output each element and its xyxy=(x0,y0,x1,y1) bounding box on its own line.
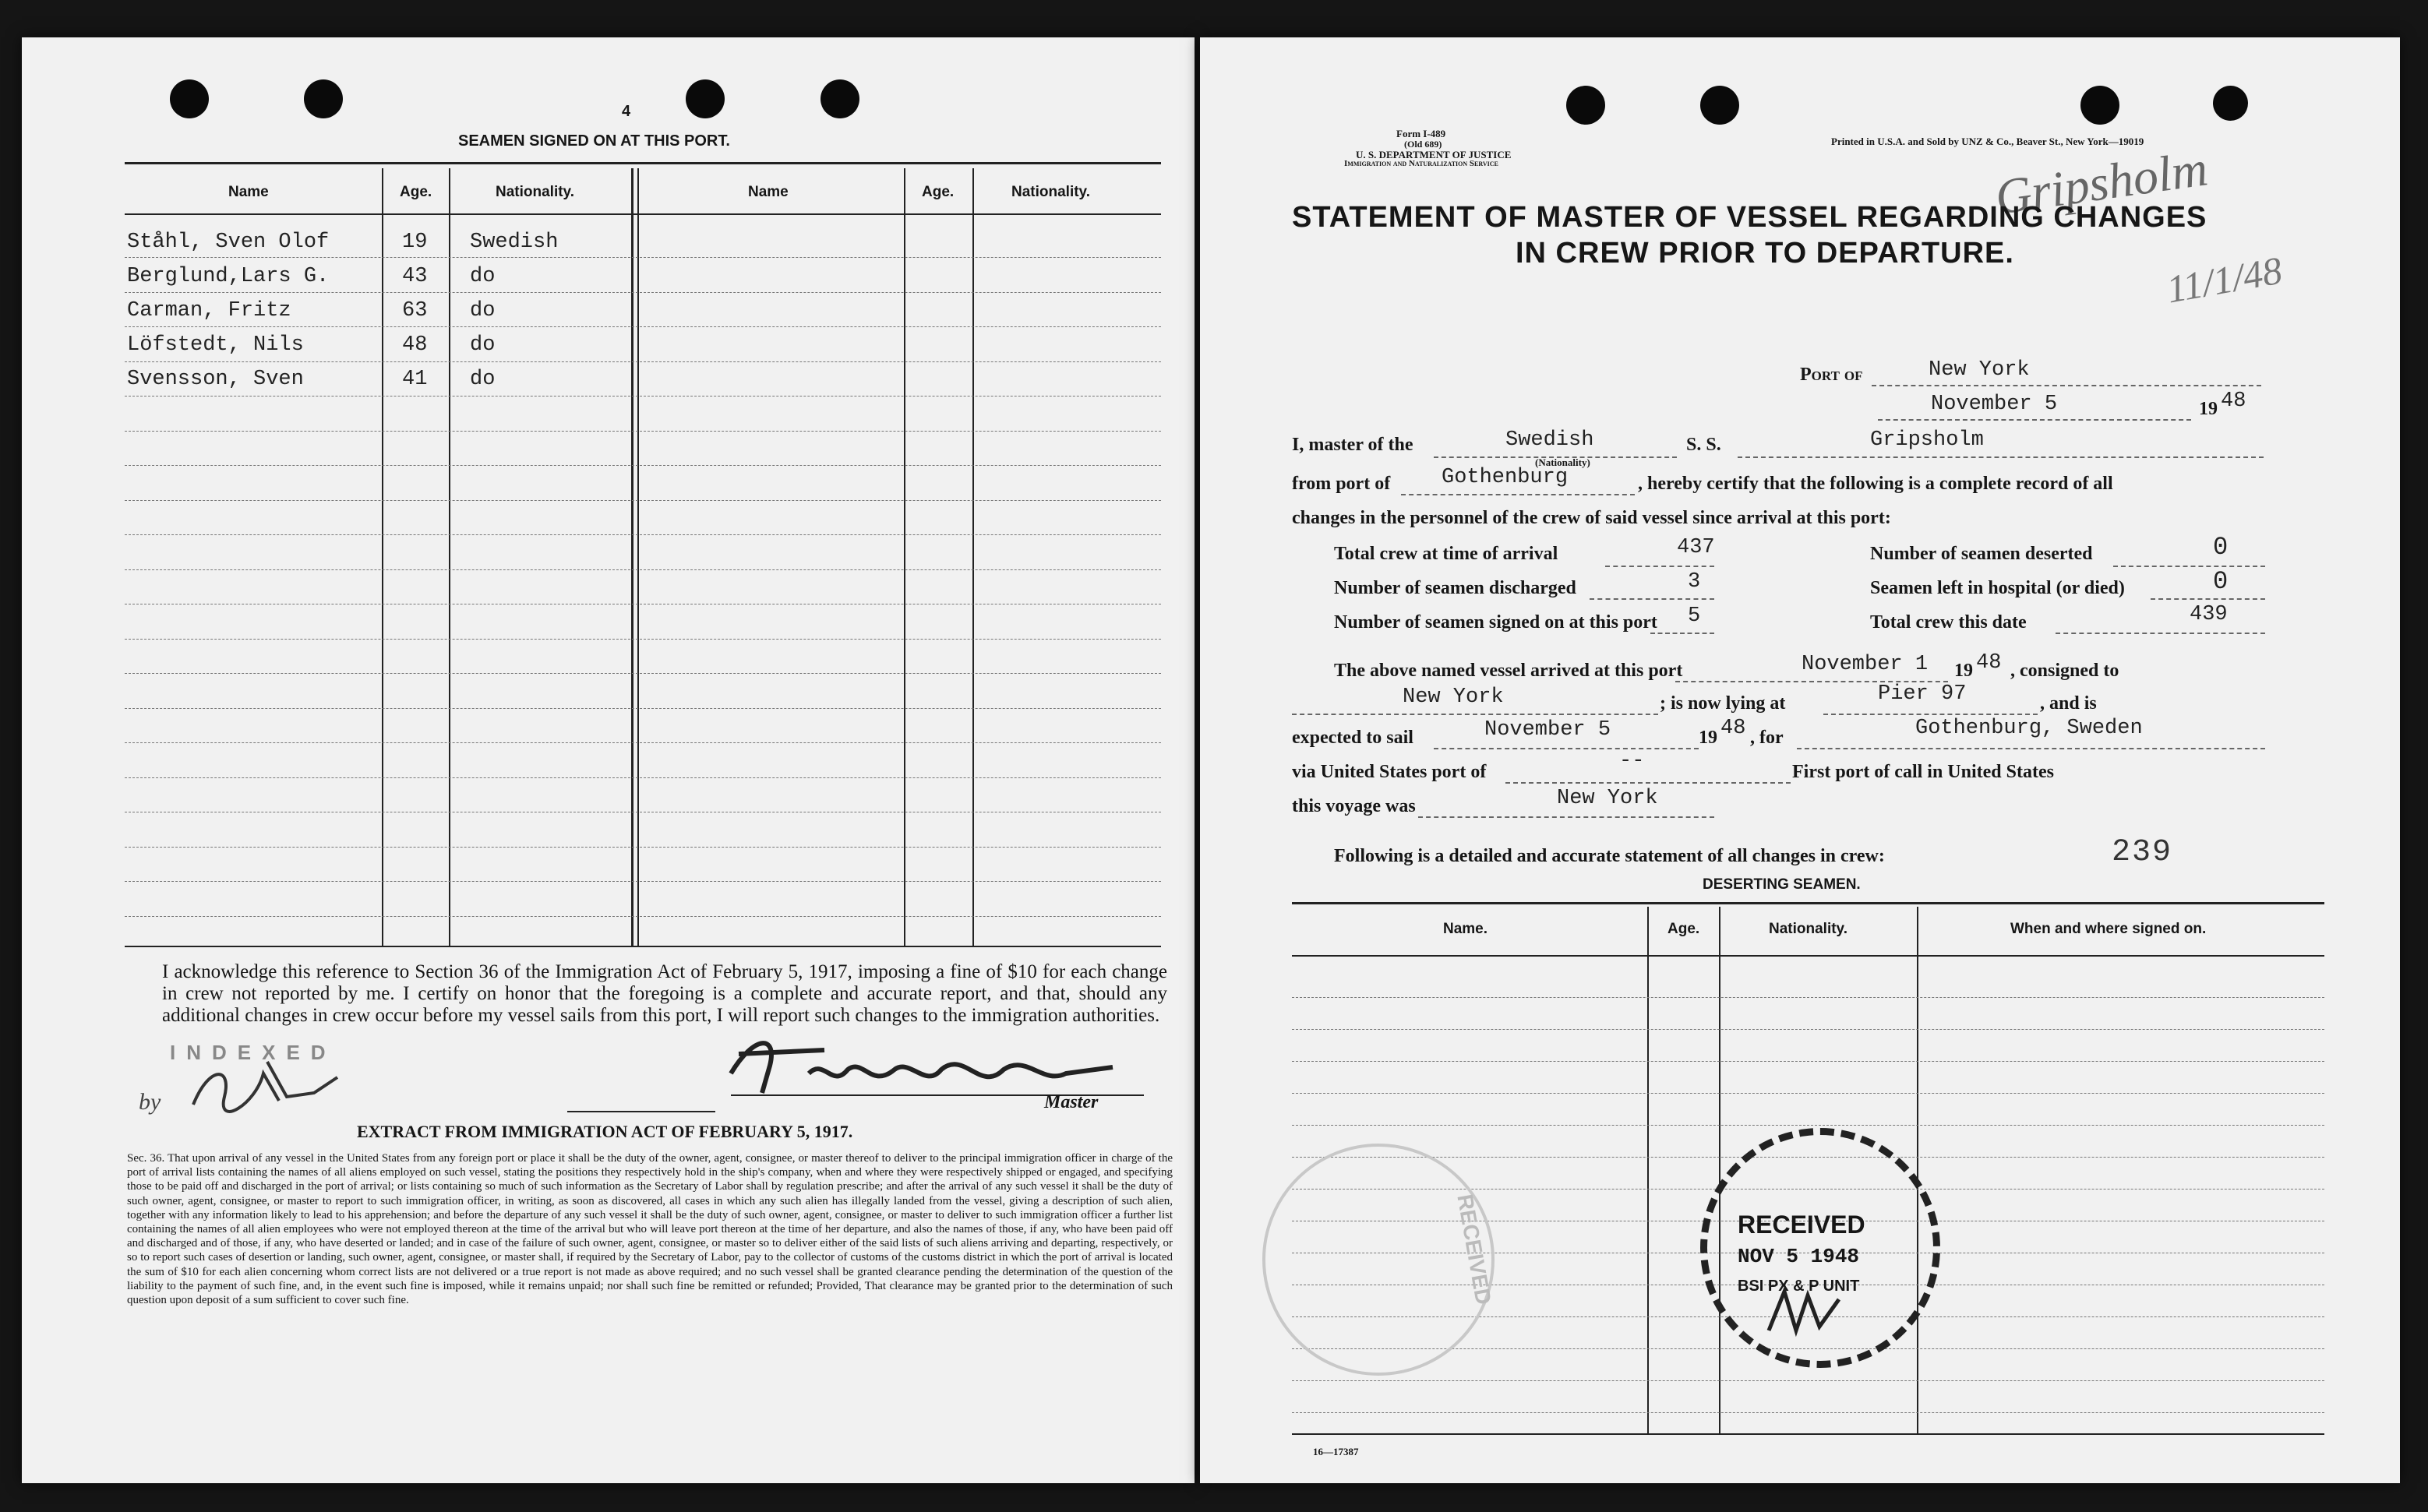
ship-line xyxy=(1738,456,2264,458)
department: U. S. DEPARTMENT OF JUSTICE xyxy=(1356,149,1512,160)
table-row-rule xyxy=(125,326,1161,327)
table-row-rule xyxy=(125,881,1161,882)
column-rule xyxy=(637,168,639,947)
stat-signed-on-value: 5 xyxy=(1688,604,1701,628)
stat-line xyxy=(1650,633,1714,634)
seaman-age: 19 xyxy=(402,231,428,254)
stat-discharged-label: Number of seamen discharged xyxy=(1334,578,1576,598)
punch-hole xyxy=(1700,86,1739,125)
column-rule xyxy=(1719,907,1720,1433)
column-rule xyxy=(904,168,905,947)
table-row-rule xyxy=(125,708,1161,709)
table-top-rule xyxy=(125,162,1161,164)
divider xyxy=(567,1111,715,1112)
year-prefix: 19 xyxy=(2199,399,2218,419)
received-stamp-word: RECEIVED xyxy=(1738,1211,1865,1239)
following-text: Following is a detailed and accurate statement of all changes in crew: xyxy=(1334,846,1885,866)
port-value: New York xyxy=(1929,358,2030,382)
changes-text: changes in the personnel of the crew of said vessel since arrival at this port: xyxy=(1292,508,1891,528)
table-row-rule xyxy=(125,431,1161,432)
sail-date-line xyxy=(1434,748,1699,749)
this-voyage-label: this voyage was xyxy=(1292,796,1416,816)
table-bottom-rule xyxy=(125,946,1161,947)
year-value: 48 xyxy=(2221,389,2246,413)
table-row-rule xyxy=(1292,1380,2324,1381)
extract-title: EXTRACT FROM IMMIGRATION ACT OF FEBRUARY 5, 1917. xyxy=(357,1122,853,1141)
date-value: November 5 xyxy=(1931,393,2058,416)
col-header-nationality: Nationality. xyxy=(496,184,574,200)
port-label: Port of xyxy=(1800,365,1863,385)
punch-hole xyxy=(304,79,343,118)
punch-hole xyxy=(2213,86,2248,121)
column-rule xyxy=(631,168,633,947)
master-label: Master xyxy=(1044,1092,1099,1112)
seaman-nationality: Swedish xyxy=(470,231,559,254)
stat-line xyxy=(1605,566,1714,567)
table-row-rule xyxy=(125,257,1161,258)
stat-line xyxy=(1590,598,1714,600)
arrived-year: 48 xyxy=(1976,651,2002,675)
consigned-label: , consigned to xyxy=(2010,661,2119,681)
ss-label: S. S. xyxy=(1686,435,1721,455)
service: Immigration and Naturalization Service xyxy=(1344,159,1498,168)
handwritten-date: 11/1/48 xyxy=(2163,248,2285,312)
for-label: , for xyxy=(1750,728,1784,748)
form-title-line1: STATEMENT OF MASTER OF VESSEL REGARDING CHANGES xyxy=(1292,201,2207,234)
left-page xyxy=(22,37,1195,1483)
seaman-name: Berglund,Lars G. xyxy=(127,265,330,288)
stamped-number: 239 xyxy=(2112,835,2173,870)
punch-hole xyxy=(2080,86,2119,125)
seaman-nationality: do xyxy=(470,368,496,391)
stat-signed-on-label: Number of seamen signed on at this port xyxy=(1334,612,1657,633)
stat-hospital-label: Seamen left in hospital (or died) xyxy=(1870,578,2125,598)
form-title-line2: IN CREW PRIOR TO DEPARTURE. xyxy=(1516,237,2014,270)
table-row-rule xyxy=(125,673,1161,674)
indexed-stamp: INDEXED xyxy=(170,1041,337,1064)
table-row-rule xyxy=(1292,1125,2324,1126)
table-row-rule xyxy=(1292,997,2324,998)
table-row-rule xyxy=(125,742,1161,743)
deserting-col-nationality: Nationality. xyxy=(1769,921,1847,937)
from-port-label: from port of xyxy=(1292,474,1391,494)
form-number: Form I-489 xyxy=(1396,128,1446,139)
printer-line: Printed in U.S.A. and Sold by UNZ & Co., Beaver St., New York—19019 xyxy=(1831,136,2144,147)
received-stamp-initials xyxy=(1761,1284,1855,1346)
deserting-top-rule xyxy=(1292,902,2324,904)
handwritten-ship-name: Gripsholm xyxy=(1992,140,2211,225)
table-row-rule xyxy=(125,847,1161,848)
nationality-caption: (Nationality) xyxy=(1535,456,1590,468)
pier-value: Pier 97 xyxy=(1878,682,1967,706)
extract-text: Sec. 36. That upon arrival of any vessel in the United States from any foreign port or place it shall be the duty of the owner, agent, consignee, or master thereof to deliver to the principal immigration officer in charge of the port of arrival lists containing the names of all aliens employed on such vessel, stating the positions they respectively hold in the ship's company, when and where they were respectively shipped or engaged, and specifying those to be paid off and discharged in the port of arrival; or lists containing so much of such information as the Secretary of Labor shall by regulation prescribe; and after the arrival of any such vessel it shall be the duty of such owner, agent, consignee, or master to report to such immigration officer, in writing, as soon as discovered, all cases in which any such alien has illegally landed from the vessel, giving a description of such alien, together with any information likely to lead to his apprehension; and before the departure of any such vessel it shall be the duty of such owner, agent, consignee, or master to deliver to such immigration officer a further list containing the names of all alien employees who were not employed thereon at the time of the arrival but who will leave port thereon at the time of her departure, and also the names of those, if any, who have been paid off and discharged and of those, if any, who have deserted or landed; and in case of the failure of such owner, agent, consignee, or master so to deliver either of the said lists of such aliens arriving and departing, respectively, or so to report such cases of desertion or landing, such owner, agent, consignee, or master shall, if required by the Secretary of Labor, pay to the collector of customs of the customs district in which the port of arrival is located the sum of $10 for each alien concerning whom correct lists are not delivered or a true report is not made as above required; and no such vessel shall be granted clearance pending the determination of the question of the liability to the payment of such fine, and, in the event such fine is imposed, while it remains unpaid; nor shall such fine be remitted or refunded; Provided, That clearance may be granted prior to the determination of such question upon deposit of a sum sufficient to cover such fine. xyxy=(127,1152,1173,1307)
sail-date: November 5 xyxy=(1484,718,1611,742)
punch-hole xyxy=(686,79,725,118)
via-label: via United States port of xyxy=(1292,762,1487,782)
seaman-age: 63 xyxy=(402,299,428,322)
expected-label: expected to sail xyxy=(1292,728,1413,748)
received-stamp-unit: BSI PX & P UNIT xyxy=(1738,1278,1860,1295)
footer-code: 16—17387 xyxy=(1313,1446,1359,1457)
stat-hospital-value: 0 xyxy=(2213,567,2229,596)
stat-deserted-value: 0 xyxy=(2213,533,2229,562)
via-value: -- xyxy=(1619,749,1645,773)
table-header-rule xyxy=(125,213,1161,215)
table-row-rule xyxy=(125,639,1161,640)
punch-hole xyxy=(821,79,859,118)
lying-label: ; is now lying at xyxy=(1660,693,1786,714)
col-header-name: Name xyxy=(228,184,269,200)
table-row-rule xyxy=(125,361,1161,362)
stat-total-arrival-value: 437 xyxy=(1677,536,1715,559)
page-number: 4 xyxy=(622,103,631,120)
table-row-rule xyxy=(125,534,1161,535)
right-page xyxy=(1200,37,2400,1483)
column-rule xyxy=(1647,907,1649,1433)
table-row-rule xyxy=(125,569,1161,570)
table-row-rule xyxy=(125,292,1161,293)
seaman-nationality: do xyxy=(470,299,496,322)
stat-line xyxy=(2113,566,2265,567)
deserting-title: DESERTING SEAMEN. xyxy=(1703,876,1861,893)
sail-year: 48 xyxy=(1720,717,1746,740)
pier-line xyxy=(1823,714,2038,715)
received-stamp-date: NOV 5 1948 xyxy=(1738,1245,1860,1268)
table-row-rule xyxy=(125,396,1161,397)
stat-line xyxy=(2056,633,2265,634)
punch-hole xyxy=(170,79,209,118)
master-of-label: I, master of the xyxy=(1292,435,1413,455)
via-line xyxy=(1505,782,1791,784)
indexer-initials-signature xyxy=(178,1050,349,1120)
seaman-nationality: do xyxy=(470,333,496,357)
column-rule xyxy=(449,168,450,947)
stat-discharged-value: 3 xyxy=(1688,570,1701,594)
acknowledgement-text: I acknowledge this reference to Section 36 of the Immigration Act of February 5, 1917, imposing a fine of $10 for each change in crew not reported by me. I certify on honor that the foregoing is a complete and accurate report, and that, should any additional changes in crew occur before my vessel sails from this port, I will report such changes to the immigration authorities. xyxy=(162,961,1167,1026)
seaman-nationality: do xyxy=(470,265,496,288)
deserting-header-rule xyxy=(1292,955,2324,957)
col-header-age: Age. xyxy=(922,184,955,200)
seaman-name: Carman, Fritz xyxy=(127,299,291,322)
ship-value: Gripsholm xyxy=(1870,428,1984,452)
column-rule xyxy=(972,168,974,947)
destination-value: Gothenburg, Sweden xyxy=(1915,717,2143,740)
table-row-rule xyxy=(125,465,1161,466)
port-line xyxy=(1872,385,2261,386)
seaman-name: Svensson, Sven xyxy=(127,368,304,391)
arrived-date: November 1 xyxy=(1802,653,1929,676)
first-port-line xyxy=(1418,816,1714,818)
column-rule xyxy=(382,168,383,947)
deserting-col-age: Age. xyxy=(1667,921,1700,937)
seaman-age: 41 xyxy=(402,368,428,391)
stat-line xyxy=(2151,598,2265,600)
faded-received-stamp xyxy=(1262,1144,1495,1376)
arrived-label: The above named vessel arrived at this port xyxy=(1334,661,1683,681)
consignee-value: New York xyxy=(1403,686,1504,709)
table-row-rule xyxy=(1292,1093,2324,1094)
stat-deserted-label: Number of seamen deserted xyxy=(1870,544,2093,564)
from-port-value: Gothenburg xyxy=(1442,466,1569,489)
sail-year-prefix: 19 xyxy=(1699,728,1717,748)
consignee-line xyxy=(1292,714,1658,715)
deserting-col-name: Name. xyxy=(1443,921,1488,937)
date-line xyxy=(1878,419,2191,421)
table-row-rule xyxy=(125,777,1161,778)
form-old-number: (Old 689) xyxy=(1404,139,1442,150)
seaman-age: 48 xyxy=(402,333,428,357)
seaman-name: Ståhl, Sven Olof xyxy=(127,231,330,254)
col-header-name: Name xyxy=(748,184,789,200)
col-header-age: Age. xyxy=(400,184,432,200)
table-row-rule xyxy=(1292,1029,2324,1030)
table-row-rule xyxy=(1292,1412,2324,1413)
column-rule xyxy=(1917,907,1918,1433)
stat-total-date-label: Total crew this date xyxy=(1870,612,2027,633)
destination-line xyxy=(1797,748,2265,749)
from-port-line xyxy=(1401,494,1635,495)
first-port-label: First port of call in United States xyxy=(1792,762,2054,782)
arrived-year-prefix: 19 xyxy=(1954,661,1973,681)
first-port-value: New York xyxy=(1557,787,1658,810)
faded-stamp-text: RECEIVED xyxy=(1452,1192,1496,1307)
indexed-by-label: by xyxy=(139,1089,161,1115)
deserting-col-signed-on: When and where signed on. xyxy=(2010,921,2207,937)
table-row-rule xyxy=(1292,1061,2324,1062)
stat-total-date-value: 439 xyxy=(2190,603,2228,626)
col-header-nationality: Nationality. xyxy=(1011,184,1090,200)
certify-text: , hereby certify that the following is a complete record of all xyxy=(1638,474,2113,494)
section-title: SEAMEN SIGNED ON AT THIS PORT. xyxy=(458,132,730,150)
punch-hole xyxy=(1566,86,1605,125)
nationality-value: Swedish xyxy=(1505,428,1594,452)
table-row-rule xyxy=(125,916,1161,917)
table-row-rule xyxy=(125,500,1161,501)
seaman-age: 43 xyxy=(402,265,428,288)
seaman-name: Löfstedt, Nils xyxy=(127,333,304,357)
deserting-bottom-rule xyxy=(1292,1433,2324,1435)
stat-total-arrival-label: Total crew at time of arrival xyxy=(1334,544,1558,564)
and-is-label: , and is xyxy=(2040,693,2097,714)
